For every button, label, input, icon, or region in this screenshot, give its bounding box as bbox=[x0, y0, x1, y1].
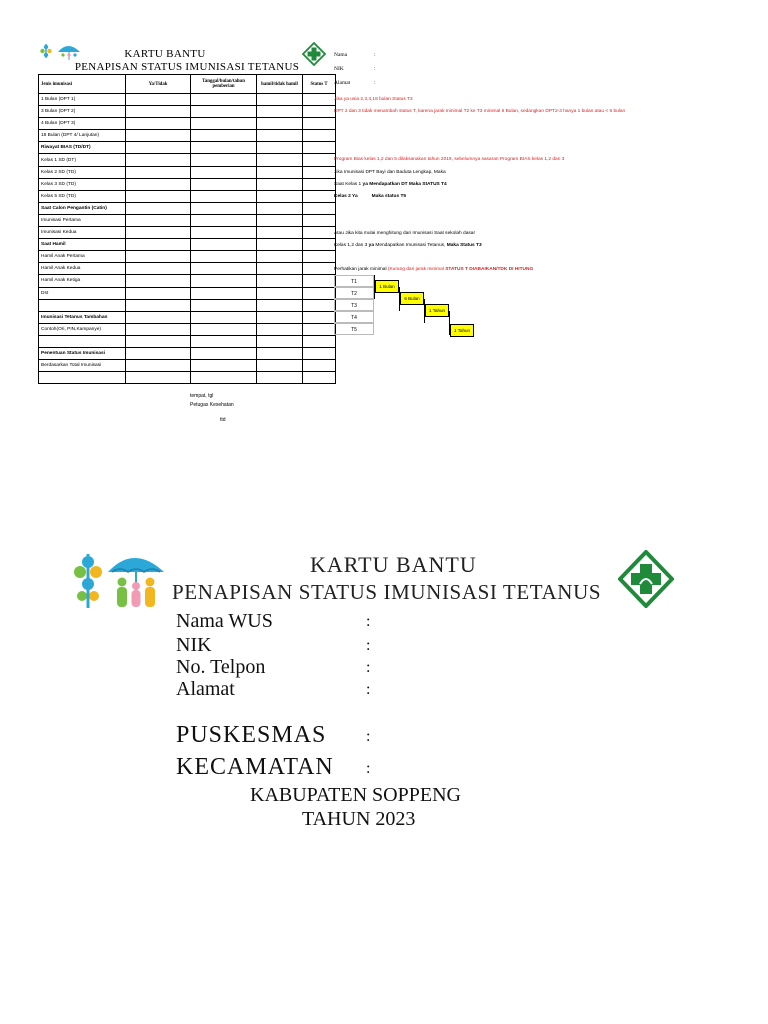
table-cell bbox=[257, 372, 303, 384]
table-cell bbox=[303, 190, 336, 202]
note-8a: Kelas 1,2 dan 3 bbox=[334, 243, 369, 248]
row-label: 18 Bulan (DPT 4/ Lanjutan) bbox=[39, 130, 126, 142]
cover-field-nik-colon: : bbox=[366, 637, 371, 654]
note-8d: Maka Status T3 bbox=[446, 243, 482, 248]
table-cell bbox=[303, 251, 336, 263]
col-status: Status T bbox=[303, 75, 336, 94]
cover-kabupaten: KABUPATEN SOPPENG bbox=[250, 784, 461, 806]
table-cell bbox=[303, 360, 336, 372]
table-cell bbox=[257, 263, 303, 275]
table-cell bbox=[257, 347, 303, 359]
row-label: Hamil Anak Kedua bbox=[39, 263, 126, 275]
table-cell bbox=[257, 251, 303, 263]
table-row bbox=[39, 118, 336, 130]
table-cell bbox=[191, 251, 257, 263]
table-cell bbox=[303, 106, 336, 118]
table-cell bbox=[257, 299, 303, 311]
row-label: 1 Bulan (DPT 1) bbox=[39, 94, 126, 106]
table-cell bbox=[303, 142, 336, 154]
table-cell bbox=[257, 94, 303, 106]
note-9a: Perhatikan jarak minimal bbox=[334, 267, 388, 272]
table-row bbox=[39, 311, 336, 323]
note-8c: Mendapatkan Imunisasi Tetanus, bbox=[374, 243, 447, 248]
table-row bbox=[39, 94, 336, 106]
sign-place: tempat, tgl bbox=[190, 393, 214, 399]
table-cell bbox=[191, 227, 257, 239]
note-9 bbox=[334, 268, 533, 273]
cover-puskesmas-colon: : bbox=[366, 728, 371, 745]
cover-puskesmas-label: PUSKESMAS bbox=[176, 722, 327, 748]
table-cell bbox=[303, 372, 336, 384]
table-cell bbox=[303, 178, 336, 190]
table-cell bbox=[191, 118, 257, 130]
table-cell bbox=[191, 130, 257, 142]
table-row bbox=[39, 335, 336, 347]
row-label: Imunisasi Tetanus Tambahan bbox=[39, 311, 126, 323]
table-cell bbox=[191, 239, 257, 251]
table-cell bbox=[126, 178, 191, 190]
table-cell bbox=[257, 166, 303, 178]
cover-field-nama-label: Nama WUS bbox=[176, 610, 273, 632]
row-label: Berdasarkan Total Imunisasi bbox=[39, 360, 126, 372]
field-nama-colon: : bbox=[374, 52, 376, 58]
cover-tahun: TAHUN 2023 bbox=[302, 808, 416, 830]
table-cell bbox=[257, 130, 303, 142]
cover-subtitle: PENAPISAN STATUS IMUNISASI TETANUS bbox=[172, 580, 602, 604]
table-cell bbox=[191, 202, 257, 214]
col-jenis: Jenis imunisasi bbox=[39, 75, 126, 94]
table-cell bbox=[191, 166, 257, 178]
table-cell bbox=[126, 239, 191, 251]
row-label bbox=[39, 335, 126, 347]
row-label: Hamil Anak Ketiga bbox=[39, 275, 126, 287]
cover-field-alamat-label: Alamat bbox=[176, 678, 235, 700]
table-row bbox=[39, 323, 336, 335]
table-cell bbox=[257, 287, 303, 299]
table-header bbox=[39, 75, 336, 94]
table-cell bbox=[126, 214, 191, 226]
row-label: Kelas 3 SD (TD) bbox=[39, 178, 126, 190]
t-label-4: T4 bbox=[334, 311, 374, 323]
table-cell bbox=[257, 214, 303, 226]
interval-box-4: 1 Tahun bbox=[450, 324, 474, 337]
table-cell bbox=[257, 178, 303, 190]
table-row bbox=[39, 154, 336, 166]
table-row bbox=[39, 239, 336, 251]
row-label: Kelas 2 SD (TD) bbox=[39, 166, 126, 178]
t-label-2: T2 bbox=[334, 287, 374, 299]
table-cell bbox=[303, 263, 336, 275]
note-8 bbox=[334, 244, 482, 249]
row-label: Hamil Anak Pertama bbox=[39, 251, 126, 263]
ministry-health-cross-logo-icon bbox=[302, 42, 326, 66]
table-row bbox=[39, 347, 336, 359]
row-label: 3 Bulan (DPT 2) bbox=[39, 106, 126, 118]
table-cell bbox=[257, 202, 303, 214]
table-cell bbox=[191, 142, 257, 154]
col-tanggal: Tanggal/bulan/tahun pemberian bbox=[191, 75, 257, 94]
table-cell bbox=[303, 287, 336, 299]
note-3: Program Bias kelas 1,2 dan 5 dilaksanakan tahun 2019, sebelumnya sasaran Program BIAS kelas 1,2 dan 3 bbox=[334, 157, 565, 162]
table-row bbox=[39, 275, 336, 287]
cover-kecamatan-label: KECAMATAN bbox=[176, 754, 334, 780]
note-5 bbox=[334, 183, 447, 188]
table-row bbox=[39, 299, 336, 311]
interval-box-3: 1 Tahun bbox=[425, 304, 449, 317]
table-cell bbox=[303, 166, 336, 178]
note-4: Jika Imunisasi DPT Bayi dan Baduta Lengkap, Maka bbox=[334, 170, 446, 175]
table-cell bbox=[257, 154, 303, 166]
table-row bbox=[39, 227, 336, 239]
table-row bbox=[39, 178, 336, 190]
table-cell bbox=[126, 227, 191, 239]
table-cell bbox=[303, 227, 336, 239]
table-cell bbox=[303, 335, 336, 347]
family-umbrella-logo-icon bbox=[40, 42, 84, 62]
table-cell bbox=[191, 154, 257, 166]
field-alamat-label: Alamat bbox=[334, 80, 351, 86]
table-row bbox=[39, 372, 336, 384]
table-cell bbox=[191, 178, 257, 190]
note-8b: ya bbox=[368, 243, 375, 248]
table-row bbox=[39, 106, 336, 118]
table-cell bbox=[303, 94, 336, 106]
note-1: Jika ya usia 2,3,4,18 bulan Status T3 bbox=[334, 97, 413, 102]
row-label: Kelas 1 SD (DT) bbox=[39, 154, 126, 166]
cover-field-alamat-colon: : bbox=[366, 681, 371, 698]
table-cell bbox=[126, 287, 191, 299]
table-cell bbox=[303, 311, 336, 323]
table-cell bbox=[191, 323, 257, 335]
table-cell bbox=[257, 335, 303, 347]
small-card bbox=[0, 0, 768, 430]
table-cell bbox=[303, 214, 336, 226]
table-cell bbox=[191, 94, 257, 106]
table-cell bbox=[303, 202, 336, 214]
table-cell bbox=[303, 275, 336, 287]
row-label: Saat Hamil bbox=[39, 239, 126, 251]
table-cell bbox=[191, 372, 257, 384]
table-cell bbox=[303, 130, 336, 142]
interval-box-2: 6 Bulan bbox=[400, 292, 424, 305]
t-label-5: T5 bbox=[334, 323, 374, 335]
table-row bbox=[39, 142, 336, 154]
table-cell bbox=[126, 335, 191, 347]
table-cell bbox=[257, 239, 303, 251]
table-row bbox=[39, 130, 336, 142]
row-label: Contoh(Ori, PIN,Kampanye) bbox=[39, 323, 126, 335]
family-umbrella-logo-icon bbox=[72, 548, 168, 612]
interval-box-1: 1 Bulan bbox=[375, 280, 399, 293]
table-cell bbox=[191, 190, 257, 202]
t-label-1: T1 bbox=[334, 275, 374, 287]
field-nik-label: NIK bbox=[334, 66, 344, 72]
table-cell bbox=[191, 335, 257, 347]
table-cell bbox=[191, 106, 257, 118]
table-cell bbox=[126, 347, 191, 359]
cover-field-telpon-colon: : bbox=[366, 659, 371, 676]
table-cell bbox=[126, 106, 191, 118]
cover-field-nik-label: NIK bbox=[176, 634, 212, 656]
table-cell bbox=[191, 287, 257, 299]
table-row bbox=[39, 360, 336, 372]
note-7: Atau Jika kita mulai menghitung dari Imunisasi Saat sekolah dasar bbox=[334, 231, 476, 236]
table-cell bbox=[126, 372, 191, 384]
table-cell bbox=[257, 275, 303, 287]
table-cell bbox=[126, 323, 191, 335]
table-cell bbox=[303, 239, 336, 251]
row-label: Imunisasi Kedua bbox=[39, 227, 126, 239]
table-cell bbox=[126, 299, 191, 311]
table-row bbox=[39, 251, 336, 263]
table-cell bbox=[126, 275, 191, 287]
col-hamil: hamil/tidak hamil bbox=[257, 75, 303, 94]
sign-ttd: ttd bbox=[220, 417, 226, 423]
table-cell bbox=[303, 299, 336, 311]
table-cell bbox=[126, 311, 191, 323]
table-cell bbox=[126, 202, 191, 214]
table-cell bbox=[303, 323, 336, 335]
table-body bbox=[39, 94, 336, 384]
table-cell bbox=[126, 118, 191, 130]
table-cell bbox=[191, 263, 257, 275]
row-label: Kelas 5 SD (TD) bbox=[39, 190, 126, 202]
cover-kecamatan-colon: : bbox=[366, 760, 371, 777]
note-9c: STATUS T DIABAIKAN/TDK DI HITUNG bbox=[445, 267, 534, 272]
row-label bbox=[39, 372, 126, 384]
row-label: Penentuan Status Imunisasi bbox=[39, 347, 126, 359]
table-cell bbox=[257, 190, 303, 202]
note-5b: ya Mendapatkan DT Maka StATUS T4 bbox=[362, 182, 447, 187]
note-5a: Saat Kelas 1 bbox=[334, 182, 363, 187]
table-cell bbox=[191, 275, 257, 287]
immunization-table bbox=[38, 74, 336, 384]
table-cell bbox=[191, 299, 257, 311]
table-cell bbox=[126, 94, 191, 106]
table-cell bbox=[257, 227, 303, 239]
table-cell bbox=[303, 347, 336, 359]
table-cell bbox=[126, 154, 191, 166]
table-cell bbox=[257, 106, 303, 118]
row-label: Imunisasi Pertama bbox=[39, 214, 126, 226]
table-cell bbox=[191, 347, 257, 359]
row-label: Dst bbox=[39, 287, 126, 299]
table-cell bbox=[257, 142, 303, 154]
cover-page bbox=[0, 540, 768, 840]
cover-field-nama-colon: : bbox=[366, 613, 371, 630]
row-label: Riwayat BIAS (TD/DT) bbox=[39, 142, 126, 154]
row-label: Saat Calon Pengantin (Catin) bbox=[39, 202, 126, 214]
row-label: 4 Bulan (DPT 3) bbox=[39, 118, 126, 130]
cover-field-telpon-label: No. Telpon bbox=[176, 656, 266, 678]
field-alamat-colon: : bbox=[374, 80, 376, 86]
table-cell bbox=[191, 360, 257, 372]
table-cell bbox=[126, 190, 191, 202]
note-6 bbox=[334, 195, 406, 200]
table-cell bbox=[303, 154, 336, 166]
small-card-subtitle: PENAPISAN STATUS IMUNISASI TETANUS bbox=[74, 61, 300, 73]
row-label bbox=[39, 299, 126, 311]
note-6b: Maka status T5 bbox=[371, 194, 407, 199]
note-9b: (Kurang dari jarak minimal bbox=[387, 267, 446, 272]
col-ya-tidak: Ya/Tidak bbox=[126, 75, 191, 94]
table-cell bbox=[191, 214, 257, 226]
sign-officer: Petugas Kesehatan bbox=[190, 402, 234, 408]
table-cell bbox=[257, 360, 303, 372]
field-nik-colon: : bbox=[374, 66, 376, 72]
note-6a: Kelas 2 Ya bbox=[334, 194, 358, 199]
table-cell bbox=[126, 166, 191, 178]
table-cell bbox=[191, 311, 257, 323]
note-2: DPT 2 dan 3 tidak menambah status T, karena jarak minimal T2 ke T3 minimal 6 Bulan, sedangkan DPT2-3 hanya 1 bulan atau < 6 bulan bbox=[334, 109, 626, 114]
table-cell bbox=[257, 323, 303, 335]
table-cell bbox=[126, 251, 191, 263]
table-cell bbox=[257, 311, 303, 323]
table-cell bbox=[126, 360, 191, 372]
cover-title: KARTU BANTU bbox=[310, 552, 477, 577]
table-cell bbox=[257, 118, 303, 130]
table-row bbox=[39, 166, 336, 178]
table-cell bbox=[126, 142, 191, 154]
ministry-health-cross-logo-icon bbox=[618, 550, 674, 608]
table-row bbox=[39, 214, 336, 226]
table-cell bbox=[126, 130, 191, 142]
table-cell bbox=[126, 263, 191, 275]
t-label-3: T3 bbox=[334, 299, 374, 311]
table-cell bbox=[303, 118, 336, 130]
field-nama-label: Nama bbox=[334, 52, 348, 58]
table-row bbox=[39, 287, 336, 299]
small-card-title: KARTU BANTU bbox=[124, 48, 206, 60]
table-row bbox=[39, 263, 336, 275]
table-row bbox=[39, 202, 336, 214]
table-row bbox=[39, 190, 336, 202]
